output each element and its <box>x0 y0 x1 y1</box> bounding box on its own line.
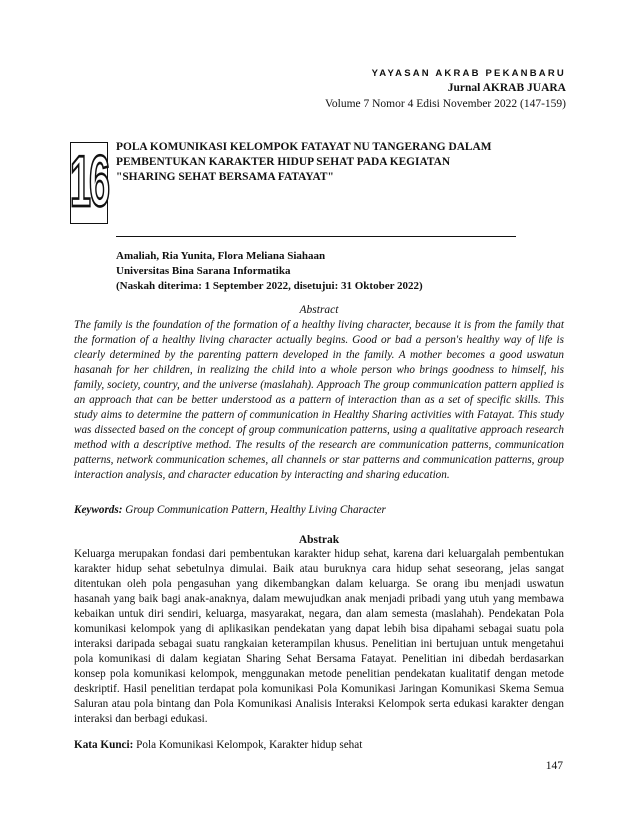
abstract-keywords <box>74 504 564 516</box>
author-affiliation: Universitas Bina Sarana Informatika <box>116 265 291 277</box>
page-number: 147 <box>545 760 563 772</box>
abstrak-heading: Abstrak <box>298 534 340 546</box>
title-line: POLA KOMUNIKASI KELOMPOK FATAYAT NU TANGERANG DALAM <box>116 141 492 153</box>
publisher-name: YAYASAN AKRAB PEKANBARU <box>371 68 566 79</box>
title-line: "SHARING SEHAT BERSAMA FATAYAT" <box>116 171 334 183</box>
journal-name: Jurnal AKRAB JUARA <box>447 82 566 94</box>
title-line: PEMBENTUKAN KARAKTER HIDUP SEHAT PADA KEGIATAN <box>116 156 451 168</box>
submission-dates: (Naskah diterima: 1 September 2022, disetujui: 31 Oktober 2022) <box>116 280 423 292</box>
kata-kunci-label: Kata Kunci: <box>74 739 134 751</box>
chapter-number: 16 <box>69 143 109 223</box>
kata-kunci-text: Pola Komunikasi Kelompok, Karakter hidup sehat <box>133 739 363 751</box>
abstract-body: The family is the foundation of the formation of a healthy living character, because it is from the family that the formation of a healthy living character actually begins. Good or bad a person's healthy way of life is clearly determined by the parenting pattern developed in the family. A mother becomes a good uswatun hasanah for her children, in realizing the child into a whole person who brings goodness to himself, his family, society, country, and the universe (maslahah). Approach The group communication pattern applied is an approach that can be better understood as a pattern of interaction than as a set of specific skills. This study aims to determine the pattern of communication in Healthy Sharing activities with Fatayat. This study was dissected based on the concept of group communication patterns, using a qualitative approach research method with a descriptive method. The results of the research are communication patterns, communication patterns, network communication schemes, all channels or star patterns and communication patterns, group interaction analysis, and character education by interacting and sharing education. <box>74 319 564 481</box>
chapter-number-box <box>70 142 108 224</box>
abstrak-body: Keluarga merupakan fondasi dari pembentukan karakter hidup sehat, karena dari keluargalah pembentukan karakter hidup sehat sebetulnya dimulai. Baik atau buruknya cara hidup sehat seseorang, jelas sangat ditentukan oleh pola pengasuhan yang dikembangkan dalam keluarga. Se orang ibu menjadi uswatun hasanah yang baik bagi anak-anaknya, dalam mewujudkan anak menjadi pribadi yang utuh yang membawa kebaikan untuk diri sendiri, keluarga, masyarakat, negara, dan alam semesta (maslahah). Pendekatan Pola komunikasi kelompok yang di aplikasikan pendekatan yang dapat lebih bisa dipahami sebagai suatu pola interaksi daripada sebagai suatu rangkaian keterampilan khusus. Penelitian ini bertujuan untuk mengetahui pola komunikasi di dalam kegiatan Sharing Sehat Bersama Fatayat. Penelitian ini dibedah berdasarkan konsep pola komunikasi kelompok, menggunakan metode penelitian pendekatan kualitatif dengan metode deskriptif. Hasil penelitian terdapat pola komunikasi Pola Komunikasi Jaringan Komunikasi Skema Semua Saluran atau pola bintang dan Pola Komunikasi Analisis Interaksi Kelompok serta edukasi karakter dengan interaksi dan berbagi edukasi. <box>74 548 564 725</box>
volume-info: Volume 7 Nomor 4 Edisi November 2022 (147-159) <box>325 98 566 110</box>
abstrak-keywords <box>74 739 564 751</box>
title-divider <box>116 236 516 237</box>
keywords-text: Group Communication Pattern, Healthy Living Character <box>122 504 386 516</box>
author-block <box>116 249 423 294</box>
article-title <box>116 140 556 185</box>
author-names: Amaliah, Ria Yunita, Flora Meliana Siahaan <box>116 250 326 262</box>
abstract-heading: Abstract <box>299 304 339 316</box>
keywords-label: Keywords: <box>74 504 123 516</box>
